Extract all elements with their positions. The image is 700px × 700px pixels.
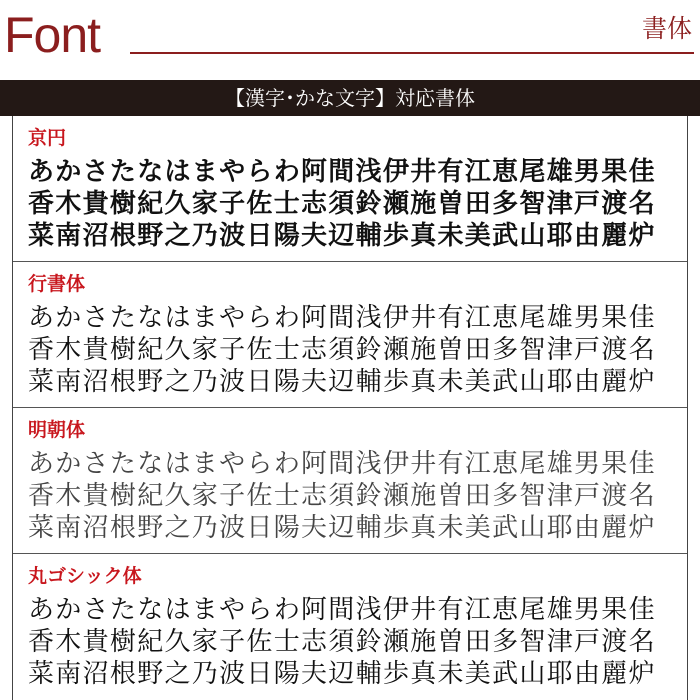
header-rule — [130, 52, 694, 54]
sample-line: 菜南沼根野之乃波日陽夫辺輔歩真未美武山耶由麗炉 — [28, 221, 656, 251]
sample-lines — [28, 448, 687, 544]
sample-line: あかさたなはまやらわ阿間浅伊井有江恵尾雄男果佳 — [28, 449, 656, 479]
sample-line: あかさたなはまやらわ阿間浅伊井有江恵尾雄男果佳 — [28, 157, 656, 187]
sample-line: 香木貴樹紀久家子佐士志須鈴瀬施曽田多智津戸渡名 — [28, 627, 656, 657]
section-title: 京円 — [28, 127, 67, 149]
page-title: Font — [4, 7, 101, 63]
sample-line: 香木貴樹紀久家子佐士志須鈴瀬施曽田多智津戸渡名 — [28, 189, 656, 219]
section-title: 明朝体 — [28, 419, 86, 441]
font-section-mincho — [13, 408, 687, 554]
sample-lines — [28, 594, 687, 690]
section-title: 丸ゴシック体 — [28, 565, 142, 587]
font-section-kyoen — [13, 116, 687, 262]
sample-lines — [28, 156, 687, 252]
sample-line: 菜南沼根野之乃波日陽夫辺輔歩真未美武山耶由麗炉 — [28, 367, 656, 397]
sample-line: 香木貴樹紀久家子佐士志須鈴瀬施曽田多智津戸渡名 — [28, 335, 656, 365]
banner: 【漢字･かな文字】対応書体 — [0, 80, 700, 116]
sample-line: あかさたなはまやらわ阿間浅伊井有江恵尾雄男果佳 — [28, 595, 656, 625]
sample-line: あかさたなはまやらわ阿間浅伊井有江恵尾雄男果佳 — [28, 303, 656, 333]
sample-line: 香木貴樹紀久家子佐士志須鈴瀬施曽田多智津戸渡名 — [28, 481, 656, 511]
font-section-gyosho — [13, 262, 687, 408]
header-label: 書体 — [641, 14, 692, 43]
sample-line: 菜南沼根野之乃波日陽夫辺輔歩真未美武山耶由麗炉 — [28, 659, 656, 689]
section-title: 行書体 — [28, 273, 86, 295]
font-section-maru-gothic — [13, 554, 687, 700]
sample-line: 菜南沼根野之乃波日陽夫辺輔歩真未美武山耶由麗炉 — [28, 513, 656, 543]
font-samples-box — [12, 116, 688, 700]
sample-lines — [28, 302, 687, 398]
